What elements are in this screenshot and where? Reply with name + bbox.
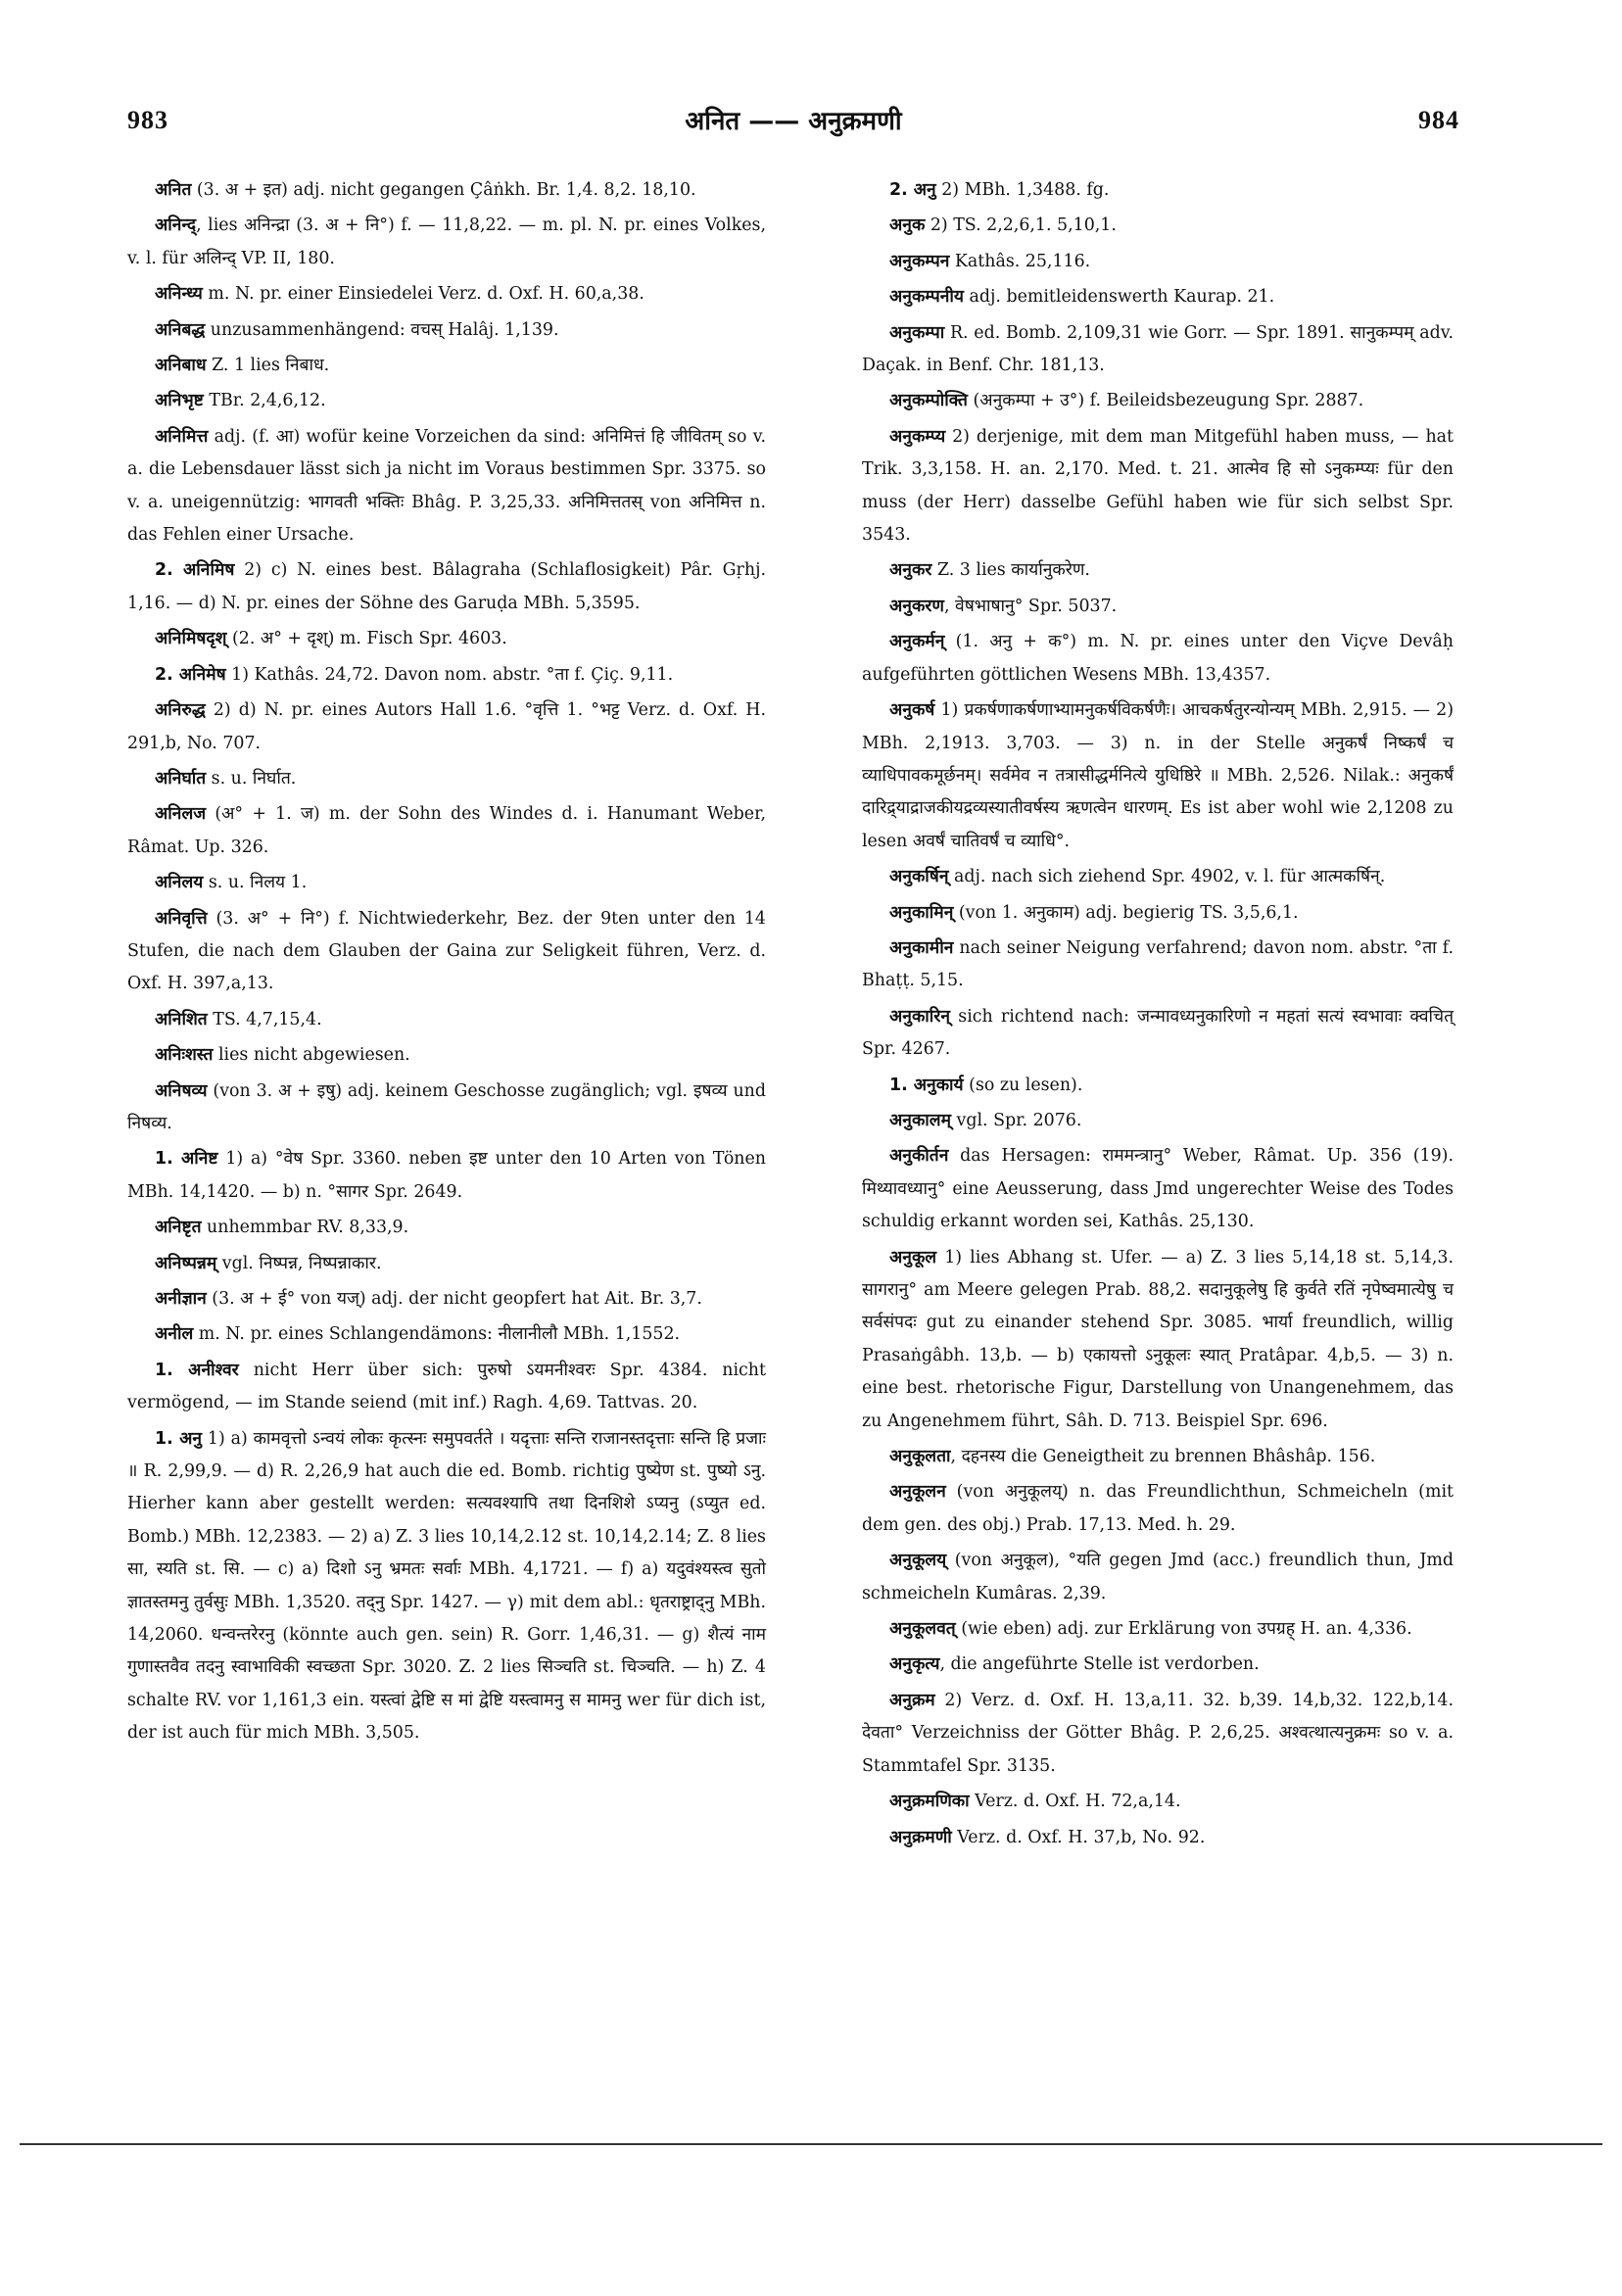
dictionary-entry bbox=[862, 1140, 1454, 1238]
dictionary-entry bbox=[127, 554, 766, 620]
entry-body: 1) lies Abhang st. Ufer. — a) Z. 3 lies 5,14,18 st. 5,14,3. सागरानु° am Meere gelegen Prab. 88,2. सदानुकूलेषु हि कुर्वते रतिं नृपेष्वमात्येषु च सर्वसंपदः gut zu einander stehend Spr. 3085. भार्या freundlich, willig Prasaṅgâbh. 13,b. — b) एकायत्तो ऽनुकूलः स्यात् Pratâpar. 4,b,5. — 3) n. eine best. rhetorische Figur, Darstellung von Unangenehmem, das zu Angenehmem führt, Sâh. D. 713. Beispiel Spr. 696. bbox=[862, 1247, 1454, 1431]
entry-headword: अनुकरण bbox=[889, 596, 944, 616]
entry-body: Kathâs. 25,116. bbox=[949, 251, 1091, 271]
dictionary-entry bbox=[127, 350, 766, 382]
entry-headword: अनिबाध bbox=[155, 356, 207, 376]
entry-headword: अनिबद्ध bbox=[155, 319, 206, 340]
footer-rule bbox=[20, 2143, 1602, 2145]
entry-headword: अनुकामिन् bbox=[889, 902, 954, 923]
running-head: अनित —— अनुक्रमणी bbox=[685, 107, 902, 136]
dictionary-entry bbox=[127, 385, 766, 417]
entry-body: 1) प्रकर्षणाकर्षणाभ्यामनुकर्षविकर्षणैः। आचकर्षतुरन्योन्यम् MBh. 2,915. — 2) MBh. 2,1913. 3,703. — 3) n. in der Stelle अनुकर्षं निष्कर्षं च व्याधिपावकमूर्छनम्। सर्वमेव न तत्रासीद्धर्मनित्ये युधिष्ठिरे ॥ MBh. 2,526. Nilak.: अनुकर्षं दारिद्र्याद्राजकीयद्रव्यस्यातीवर्षस्य ऋणत्वेन धारणम्. Es ist aber wohl wie 2,1208 zu lesen अवर्षं चातिवर्षं च व्याधि°. bbox=[862, 700, 1454, 851]
dictionary-entry bbox=[862, 1685, 1454, 1783]
dictionary-entry bbox=[127, 1248, 766, 1280]
entry-body: Z. 3 lies कार्यानुकरेण. bbox=[931, 560, 1090, 581]
dictionary-entry bbox=[127, 278, 766, 311]
entry-headword: अनिषव्य bbox=[155, 1080, 208, 1101]
page-header bbox=[127, 106, 1459, 145]
dictionary-entry bbox=[862, 933, 1454, 998]
entry-body: (2. अ° + दृश्) m. Fisch Spr. 4603. bbox=[226, 629, 507, 649]
entry-headword: अनुकम्पा bbox=[889, 322, 945, 343]
dictionary-entry bbox=[862, 1105, 1454, 1137]
dictionary-entry bbox=[862, 1441, 1454, 1473]
entry-headword: अनिरुद्ध bbox=[155, 700, 206, 721]
entry-headword: अनुकर्षिन् bbox=[889, 867, 949, 887]
entry-body: , दहनस्य die Geneigtheit zu brennen Bhâshâp. 156. bbox=[950, 1447, 1376, 1467]
entry-body: (अनुकम्पा + उ°) f. Beileidsbezeugung Spr. 2887. bbox=[967, 391, 1364, 411]
entry-headword: अनुक्रम bbox=[889, 1690, 935, 1710]
entry-headword: अनुकालम् bbox=[889, 1110, 951, 1130]
entry-headword: अनिन्द् bbox=[155, 215, 197, 236]
dictionary-entry bbox=[862, 421, 1454, 552]
entry-headword: अनुकूलन bbox=[889, 1482, 946, 1503]
dictionary-entry bbox=[862, 694, 1454, 858]
dictionary-entry bbox=[862, 554, 1454, 587]
entry-headword: अनिवृत्ति bbox=[155, 908, 208, 929]
entry-body: adj. bemitleidenswerth Kaurap. 21. bbox=[963, 287, 1275, 308]
entry-body: 2) Verz. d. Oxf. H. 13,a,11. 32. b,39. 14,b,32. 122,b,14. देवता° Verzeichniss der Götter Bhâg. P. 2,6,25. अश्वत्थात्यनुक्रमः so v. a. Stammtafel Spr. 3135. bbox=[862, 1690, 1454, 1776]
entry-headword: अनुकूलता bbox=[889, 1447, 951, 1467]
dictionary-entry bbox=[127, 1004, 766, 1036]
entry-body: (von अनुकूलय्) n. das Freundlichthun, Schmeicheln (mit dem gen. des obj.) Prab. 17,13. Med. h. 29. bbox=[862, 1482, 1454, 1535]
entry-headword: अनिमिषदृश् bbox=[155, 629, 227, 649]
entry-headword: अनुक्रमणी bbox=[889, 1827, 952, 1847]
entry-body: (so zu lesen). bbox=[963, 1075, 1083, 1095]
dictionary-entry bbox=[127, 694, 766, 760]
entry-headword: 2. अनिमिष bbox=[155, 560, 235, 581]
entry-headword: 1. अनु bbox=[155, 1428, 203, 1449]
entry-headword: 1. अनीश्वर bbox=[155, 1360, 239, 1380]
dictionary-entry bbox=[127, 1423, 766, 1750]
entry-body: vgl. निष्पन्न, निष्पन्नाकार. bbox=[216, 1253, 382, 1273]
entry-body: (von 3. अ + इषु) adj. keinem Geschosse zugänglich; vgl. इषव्य und निषव्य. bbox=[127, 1080, 766, 1133]
entry-body: , lies अनिन्द्रा (3. अ + नि°) f. — 11,8,22. — m. pl. N. pr. eines Volkes, v. l. für अलिन्द् VP. II, 180. bbox=[127, 215, 766, 268]
dictionary-entry bbox=[862, 174, 1454, 207]
entry-body: (1. अनु + क°) m. N. pr. eines unter den Viçve Devâḥ aufgeführten göttlichen Wesens MBh. 13,4357. bbox=[862, 632, 1454, 685]
entry-headword: अनुकारिन् bbox=[889, 1006, 951, 1027]
left-column bbox=[127, 174, 766, 1753]
entry-body: adj. (f. आ) wofür keine Vorzeichen da sind: अनिमित्तं हि जीवितम् so v. a. die Lebensdauer lässt sich ja nicht im Voraus bestimmen Spr. 3375. so v. a. uneigennützig: भागवती भक्तिः Bhâg. P. 3,25,33. अनिमित्ततस् von अनिमित्त n. das Fehlen einer Ursache. bbox=[127, 426, 766, 546]
dictionary-entry bbox=[127, 623, 766, 655]
entry-headword: अनुकूल bbox=[889, 1247, 937, 1268]
entry-body: (अ° + 1. ज) m. der Sohn des Windes d. i. Hanumant Weber, Râmat. Up. 326. bbox=[127, 804, 766, 857]
dictionary-entry bbox=[862, 1649, 1454, 1681]
entry-headword: अनिःशस्त bbox=[155, 1045, 214, 1066]
entry-headword: 2. अनु bbox=[889, 180, 936, 200]
dictionary-entry bbox=[862, 1476, 1454, 1542]
entry-body: sich richtend nach: जन्मावध्यनुकारिणो न महतां सत्यं स्वभावाः क्वचित् Spr. 4267. bbox=[862, 1006, 1454, 1060]
entry-body: (von 1. अनुकाम) adj. begierig TS. 3,5,6,1. bbox=[953, 902, 1299, 923]
entry-headword: अनीज्ञान bbox=[155, 1289, 207, 1309]
dictionary-entry bbox=[862, 626, 1454, 692]
entry-body: 1) a) °वेष Spr. 3360. neben इष्ट unter den 10 Arten von Tönen MBh. 14,1420. — b) n. °सागर Spr. 2649. bbox=[127, 1149, 766, 1202]
dictionary-entry bbox=[862, 1545, 1454, 1610]
dictionary-entry bbox=[862, 210, 1454, 242]
entry-body: 2) d) N. pr. eines Autors Hall 1.6. °वृत्ति 1. °भट्ट Verz. d. Oxf. H. 291,b, No. 707. bbox=[127, 700, 766, 753]
dictionary-entry bbox=[127, 903, 766, 1001]
dictionary-entry bbox=[127, 659, 766, 692]
entry-headword: अनुकम्पनीय bbox=[889, 287, 964, 308]
entry-body: 1) a) कामवृत्तो ऽन्वयं लोकः कृत्स्नः समुपवर्तते । यदृत्ताः सन्ति राजानस्तदृत्ताः सन्ति हि प्रजाः ॥ R. 2,99,9. — d) R. 2,26,9 hat auch die ed. Bomb. richtig पुष्येण st. पुष्यो ऽनु. Hierher kann aber gestellt werden: सत्यवश्यापि तथा दिनशिशे ऽप्यनु (ऽप्युत ed. Bomb.) MBh. 12,2383. — 2) a) Z. 3 lies 10,14,2.12 st. 10,14,2.14; Z. 8 lies सा, स्यति st. सि. — c) a) दिशो ऽनु भ्रमतः सर्वाः MBh. 4,1721. — f) a) यदुवंश्यस्त्व सुतो ज्ञातस्तमनु तुर्वसुः MBh. 1,3520. तद्नु Spr. 1427. — γ) mit dem abl.: धृतराष्ट्राद्नु MBh. 14,2060. धन्वन्तरेरनु (könnte auch gen. sein) R. Gorr. 1,46,31. — g) शैत्यं नाम गुणास्तवैव तदनु स्वाभाविकी स्वच्छता Spr. 3020. Z. 2 lies सिञ्चति st. चिञ्चति. — h) Z. 4 schalte RV. vor 1,161,3 ein. यस्त्वां द्वेष्टि स मां द्वेष्टि यस्त्वामनु स मामनु wer für dich ist, der ist auch für mich MBh. 3,505. bbox=[127, 1428, 767, 1744]
entry-body: m. N. pr. eines Schlangendämons: नीलानीलौ MBh. 1,1552. bbox=[193, 1324, 681, 1345]
entry-headword: अनिष्टृत bbox=[155, 1218, 202, 1238]
entry-headword: अनुकम्प्य bbox=[889, 426, 946, 447]
entry-body: 1) Kathâs. 24,72. Davon nom. abstr. °ता f. Çiç. 9,11. bbox=[225, 664, 674, 685]
dictionary-entry bbox=[127, 1212, 766, 1244]
dictionary-entry bbox=[862, 246, 1454, 278]
entry-body: nicht Herr über sich: पुरुषो ऽयमनीश्वरः Spr. 4384. nicht vermögend, — im Stande seiend (mit inf.) Ragh. 4,69. Tattvas. 20. bbox=[127, 1360, 766, 1413]
entry-body: vgl. Spr. 2076. bbox=[951, 1110, 1082, 1130]
entry-body: adj. nach sich ziehend Spr. 4902, v. l. für आत्मकर्षिन्. bbox=[948, 867, 1386, 887]
entry-headword: अनुकर्ष bbox=[889, 700, 935, 721]
dictionary-entry bbox=[862, 1001, 1454, 1067]
entry-body: s. u. निर्घात. bbox=[206, 768, 297, 789]
entry-body: 2) MBh. 1,3488. fg. bbox=[935, 180, 1110, 200]
dictionary-entry bbox=[862, 591, 1454, 623]
entry-body: Verz. d. Oxf. H. 37,b, No. 92. bbox=[951, 1827, 1206, 1847]
dictionary-entry bbox=[127, 867, 766, 899]
entry-headword: अनुक bbox=[889, 215, 926, 236]
entry-body: Verz. d. Oxf. H. 72,a,14. bbox=[969, 1792, 1181, 1812]
dictionary-entry bbox=[127, 210, 766, 275]
entry-headword: अनुकम्पोक्ति bbox=[889, 391, 968, 411]
dictionary-entry bbox=[862, 1242, 1454, 1438]
dictionary-entry bbox=[127, 1039, 766, 1072]
entry-headword: अनुकम्पन bbox=[889, 251, 950, 271]
entry-headword: अनिन्ध्य bbox=[155, 284, 203, 305]
entry-headword: अनुकूलवत् bbox=[889, 1619, 956, 1640]
dictionary-entry bbox=[862, 1613, 1454, 1646]
dictionary-entry bbox=[127, 314, 766, 347]
entry-body: (3. अ + इत) adj. nicht gegangen Çâṅkh. Br. 1,4. 8,2. 18,10. bbox=[191, 180, 696, 200]
entry-headword: अनिलज bbox=[155, 804, 207, 825]
entry-headword: अनिर्घात bbox=[155, 768, 207, 789]
entry-headword: अनुकृत्य bbox=[889, 1654, 940, 1675]
entry-headword: अनुकामीन bbox=[889, 937, 954, 958]
dictionary-entry bbox=[862, 1070, 1454, 1102]
entry-body: 2) TS. 2,2,6,1. 5,10,1. bbox=[925, 215, 1117, 236]
entry-headword: अनिष्पन्नम् bbox=[155, 1253, 217, 1273]
entry-headword: 1. अनिष्ट bbox=[155, 1149, 218, 1170]
entry-headword: अनुकूलय् bbox=[889, 1551, 947, 1571]
entry-body: 2) derjenige, mit dem man Mitgefühl haben muss, — hat Trik. 3,3,158. H. an. 2,170. Med. t. 21. आत्मेव हि सो ऽनुकम्प्यः für den muss (der Herr) dasselbe Gefühl haben wie für sich selbst Spr. 3543. bbox=[862, 426, 1454, 546]
dictionary-entry bbox=[862, 317, 1454, 383]
entry-body: , die angeführte Stelle ist verdorben. bbox=[939, 1654, 1260, 1675]
dictionary-entry bbox=[127, 174, 766, 207]
entry-headword: अनुकीर्तन bbox=[889, 1146, 949, 1167]
page-number-left: 983 bbox=[127, 106, 168, 134]
dictionary-entry bbox=[862, 1822, 1454, 1854]
entry-body: (von अनुकूल), °यति gegen Jmd (acc.) freundlich thun, Jmd schmeicheln Kumâras. 2,39. bbox=[862, 1551, 1454, 1603]
entry-body: Z. 1 lies निबाध. bbox=[206, 356, 330, 376]
entry-body: (wie eben) adj. zur Erklärung von उपग्रह् H. an. 4,336. bbox=[955, 1619, 1412, 1640]
entry-body: m. N. pr. einer Einsiedelei Verz. d. Oxf. H. 60,a,38. bbox=[202, 284, 644, 305]
entry-body: TS. 4,7,15,4. bbox=[207, 1009, 322, 1029]
entry-headword: अनिभृष्ट bbox=[155, 391, 204, 411]
entry-body: R. ed. Bomb. 2,109,31 wie Gorr. — Spr. 1891. सानुकम्पम् adv. Daçak. in Benf. Chr. 181,13. bbox=[862, 322, 1454, 376]
entry-body: , वेषभाषानु° Spr. 5037. bbox=[943, 596, 1118, 616]
entry-headword: अनील bbox=[155, 1324, 194, 1345]
entry-body: nach seiner Neigung verfahrend; davon nom. abstr. °ता f. Bhaṭṭ. 5,15. bbox=[862, 937, 1454, 991]
entry-headword: अनुकर्मन् bbox=[889, 632, 945, 652]
right-column bbox=[862, 174, 1454, 1857]
entry-headword: अनिमित्त bbox=[155, 426, 209, 447]
entry-body: s. u. निलय 1. bbox=[203, 873, 308, 893]
dictionary-entry bbox=[127, 1355, 766, 1420]
dictionary-entry bbox=[862, 281, 1454, 313]
dictionary-entry bbox=[127, 421, 766, 552]
entry-body: TBr. 2,4,6,12. bbox=[203, 391, 326, 411]
dictionary-entry bbox=[862, 385, 1454, 417]
entry-body: (3. अ° + नि°) f. Nichtwiederkehr, Bez. der 9ten unter den 14 Stufen, die nach dem Glauben der Gaina zur Seligkeit führen, Verz. d. Oxf. H. 397,a,13. bbox=[127, 908, 766, 994]
entry-body: unzusammenhängend: वचस् Halâj. 1,139. bbox=[205, 319, 559, 340]
dictionary-entry bbox=[862, 861, 1454, 893]
dictionary-entry bbox=[127, 1143, 766, 1209]
dictionary-entry bbox=[862, 897, 1454, 930]
entry-body: das Hersagen: राममन्त्रानु° Weber, Râmat. Up. 356 (19). मिथ्यावध्यानु° eine Aeusserung, dass Jmd ungerechter Weise des Todes schuldig erkannt worden sei, Kathâs. 25,130. bbox=[862, 1146, 1454, 1232]
dictionary-entry bbox=[127, 1283, 766, 1315]
entry-body: (3. अ + ई° von यज्) adj. der nicht geopfert hat Ait. Br. 3,7. bbox=[206, 1289, 702, 1309]
entry-body: unhemmbar RV. 8,33,9. bbox=[201, 1218, 409, 1238]
dictionary-entry bbox=[862, 1786, 1454, 1818]
entry-headword: 1. अनुकार्य bbox=[889, 1075, 964, 1095]
entry-headword: अनिशित bbox=[155, 1009, 208, 1029]
entry-headword: अनुकर bbox=[889, 560, 932, 581]
entry-body: 2) c) N. eines best. Bâlagraha (Schlaflosigkeit) Pâr. Gṛhj. 1,16. — d) N. pr. eines der Söhne des Garuḍa MBh. 5,3595. bbox=[127, 560, 766, 613]
entry-headword: अनित bbox=[155, 180, 192, 200]
entry-headword: अनिलय bbox=[155, 873, 204, 893]
dictionary-entry bbox=[127, 1318, 766, 1351]
entry-headword: 2. अनिमेष bbox=[155, 664, 226, 685]
page-number-right: 984 bbox=[1418, 106, 1459, 134]
entry-body: lies nicht abgewiesen. bbox=[213, 1045, 410, 1066]
dictionary-entry bbox=[127, 1076, 766, 1141]
entry-headword: अनुक्रमणिका bbox=[889, 1792, 970, 1812]
dictionary-entry bbox=[127, 763, 766, 795]
dictionary-entry bbox=[127, 798, 766, 864]
